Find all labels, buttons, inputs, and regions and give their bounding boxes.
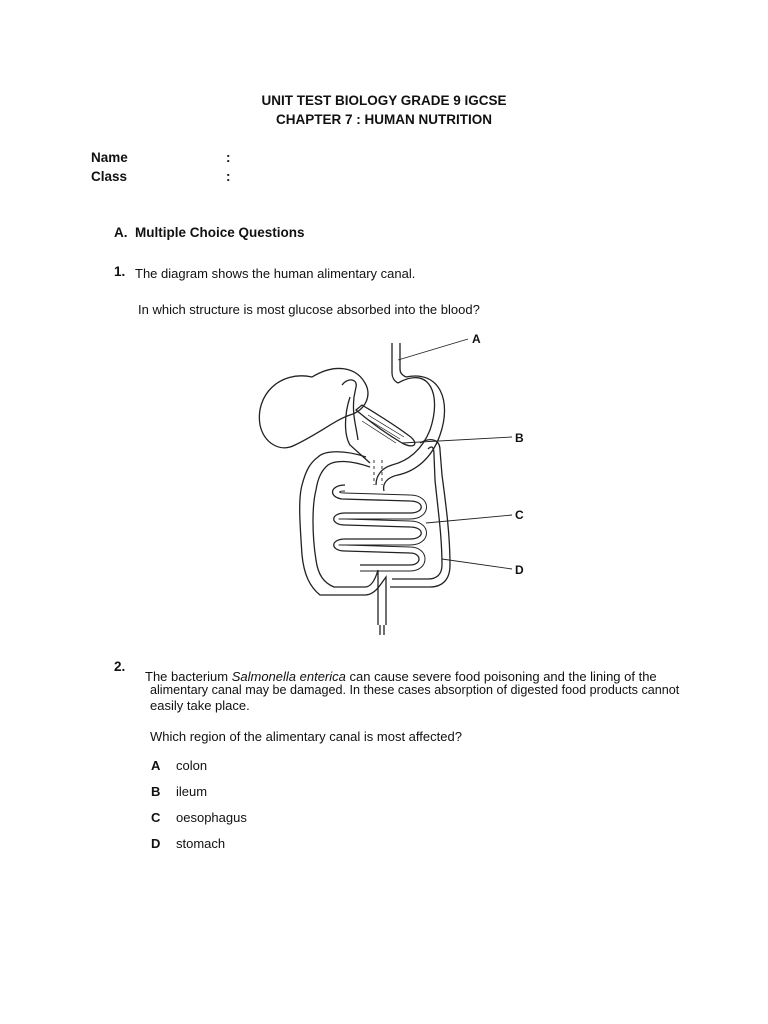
q2-line1-start: The bacterium (145, 669, 232, 684)
q1-line1: The diagram shows the human alimentary canal. (135, 266, 416, 281)
option-a-letter: A (151, 758, 161, 773)
option-d-letter: D (151, 836, 161, 851)
q2-number: 2. (114, 659, 126, 674)
q2-bacterium-name: Salmonella enterica (231, 669, 346, 684)
q2-line1-end: can cause severe food poisoning and the lining of the (345, 669, 657, 684)
diagram-label-b: B (515, 431, 524, 445)
q1-number: 1. (114, 264, 126, 279)
option-c-text: oesophagus (176, 810, 247, 825)
q2-question: Which region of the alimentary canal is most affected? (150, 729, 462, 744)
option-a-text: colon (176, 758, 208, 773)
small-intestine-shape (333, 485, 422, 565)
option-d-text: stomach (176, 836, 226, 851)
section-title: A. Multiple Choice Questions (114, 225, 305, 240)
test-title: UNIT TEST BIOLOGY GRADE 9 IGCSE (261, 93, 507, 108)
class-label: Class (91, 169, 128, 184)
diagram-label-d: D (515, 563, 524, 577)
q1-line2: In which structure is most glucose absorbed into the blood? (138, 302, 480, 317)
pointer-line-d (442, 559, 512, 569)
pointer-line-b (402, 437, 512, 443)
q2-line2: alimentary canal may be damaged. In these cases absorption of digested food products cannot (150, 683, 680, 697)
option-b-letter: B (151, 784, 161, 799)
pointer-line-a (398, 339, 468, 360)
option-b-text: ileum (176, 784, 208, 799)
q2-line3: easily take place. (150, 698, 250, 713)
class-separator: : (226, 169, 231, 184)
name-separator: : (226, 150, 231, 165)
q2-line1 (145, 669, 657, 684)
name-label: Name (91, 150, 128, 165)
diagram-label-a: A (472, 332, 481, 346)
option-c-letter: C (151, 810, 161, 825)
chapter-title: CHAPTER 7 : HUMAN NUTRITION (276, 112, 492, 127)
diagram-label-c: C (515, 508, 524, 522)
alimentary-canal-diagram (130, 325, 550, 640)
oesophagus-shape (392, 343, 398, 383)
